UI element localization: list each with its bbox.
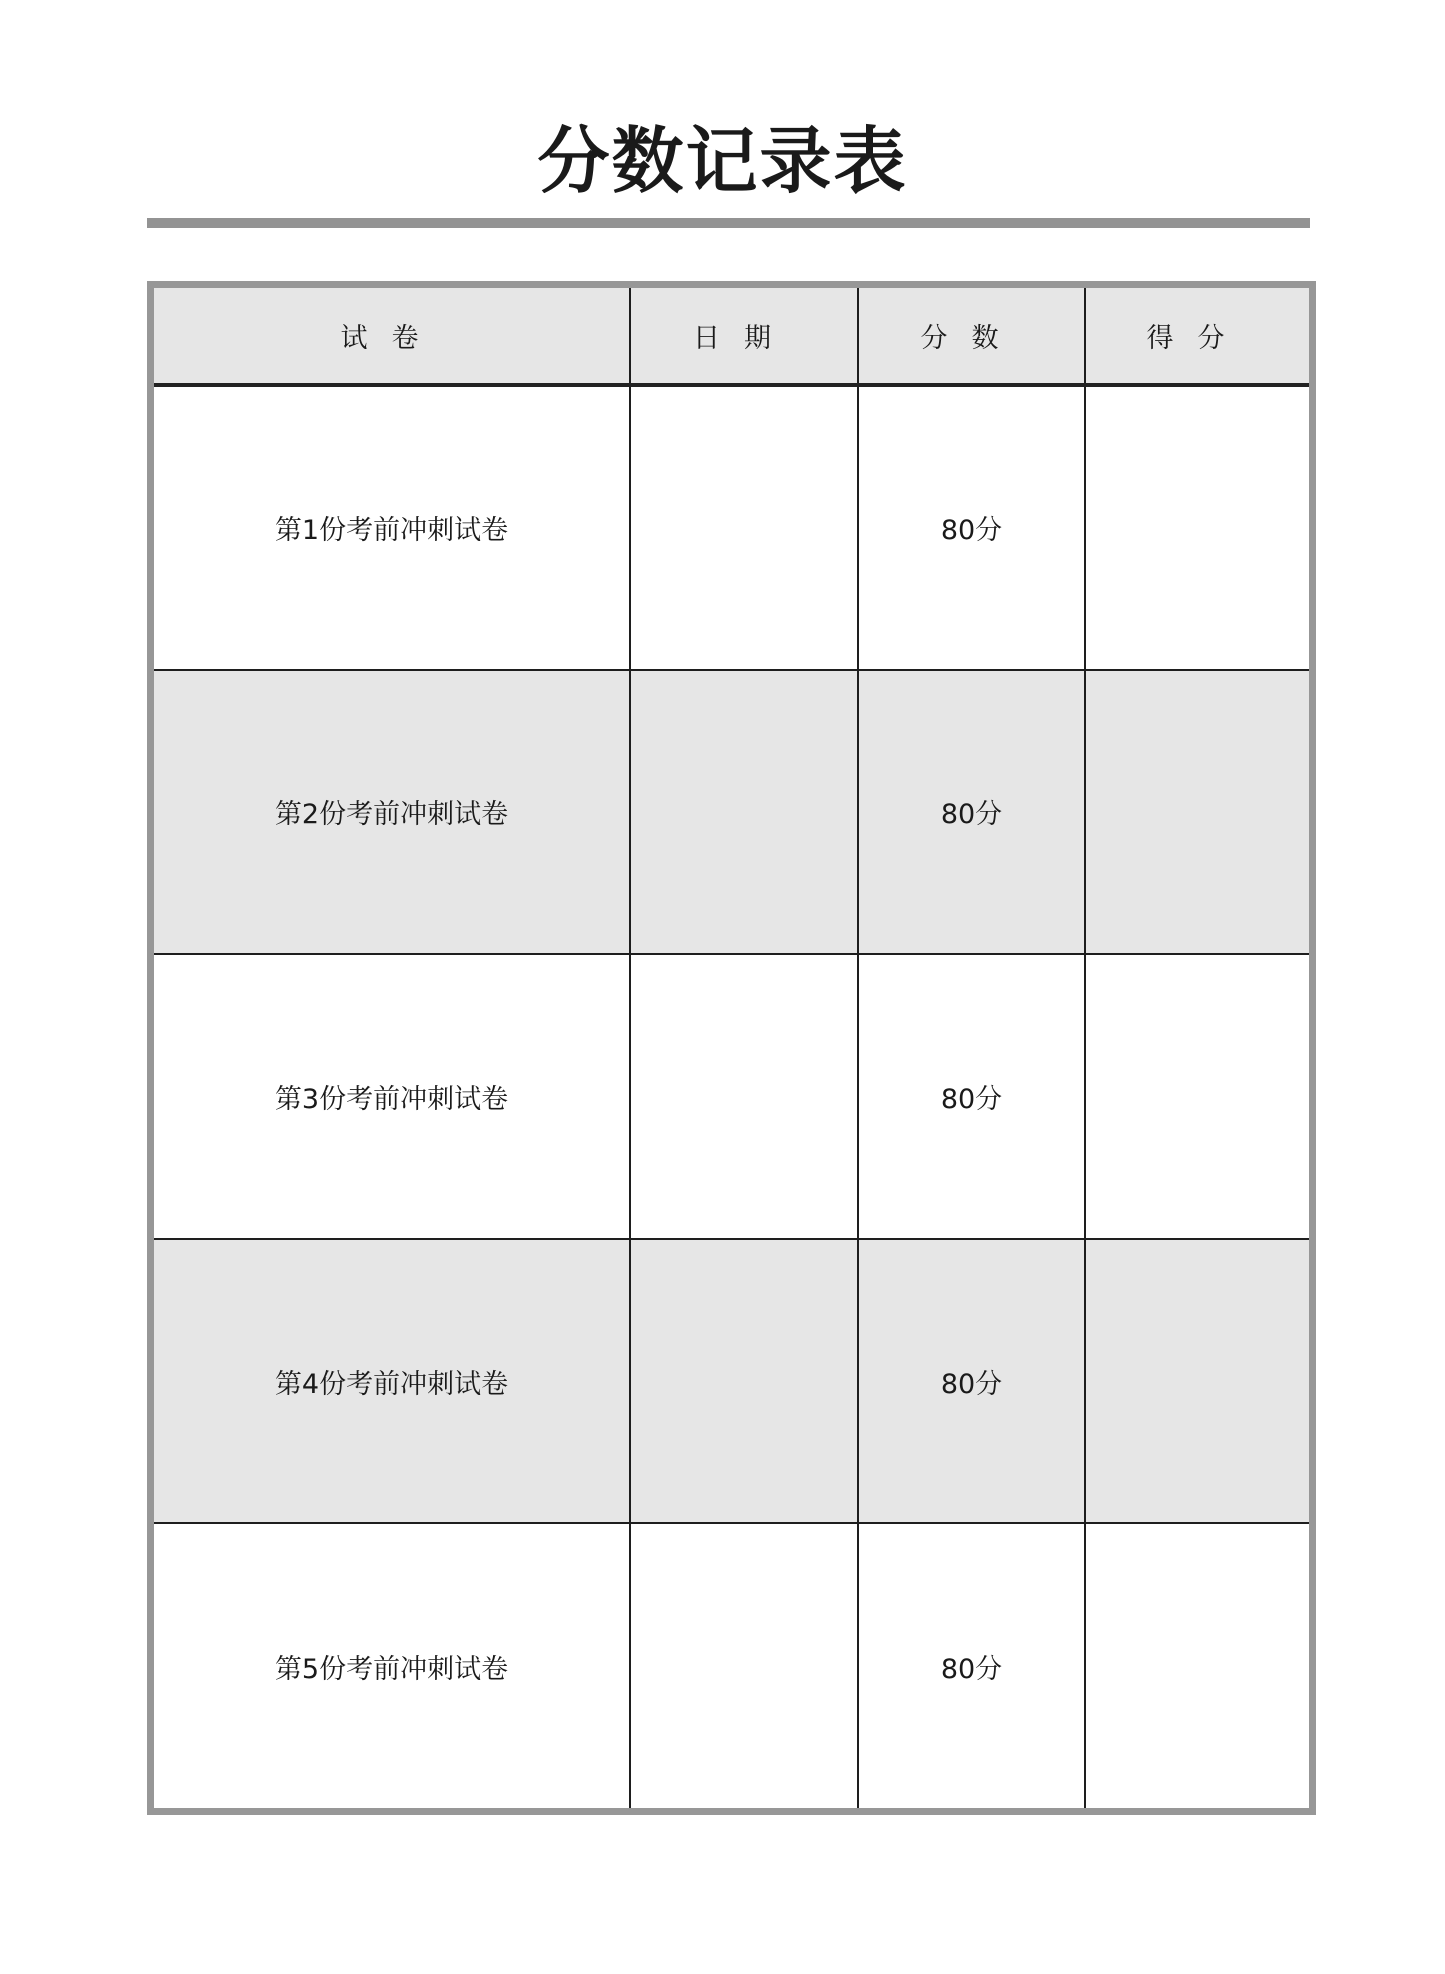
table-row [154,670,1309,955]
total-cell: 80分 [858,670,1085,955]
table-row [154,385,1309,670]
score-cell[interactable] [1085,385,1309,670]
paper-cell: 第2份考前冲刺试卷 [154,670,630,955]
table-header-row [154,288,1309,385]
total-cell: 80分 [858,385,1085,670]
header-score: 得分 [1085,288,1309,385]
paper-cell: 第3份考前冲刺试卷 [154,954,630,1239]
paper-cell: 第5份考前冲刺试卷 [154,1523,630,1808]
table-row [154,1239,1309,1524]
score-cell[interactable] [1085,1523,1309,1808]
paper-cell: 第4份考前冲刺试卷 [154,1239,630,1524]
date-cell[interactable] [630,670,858,955]
date-cell[interactable] [630,954,858,1239]
page-title: 分数记录表 [537,119,908,203]
title-divider [147,218,1310,228]
table-row [154,954,1309,1239]
header-paper: 试卷 [154,288,630,385]
header-date: 日期 [630,288,858,385]
score-record-table [147,281,1316,1815]
table-row [154,1523,1309,1808]
score-cell[interactable] [1085,670,1309,955]
total-cell: 80分 [858,1523,1085,1808]
paper-cell: 第1份考前冲刺试卷 [154,385,630,670]
date-cell[interactable] [630,1239,858,1524]
date-cell[interactable] [630,1523,858,1808]
date-cell[interactable] [630,385,858,670]
total-cell: 80分 [858,1239,1085,1524]
score-cell[interactable] [1085,1239,1309,1524]
total-cell: 80分 [858,954,1085,1239]
header-total: 分数 [858,288,1085,385]
score-cell[interactable] [1085,954,1309,1239]
